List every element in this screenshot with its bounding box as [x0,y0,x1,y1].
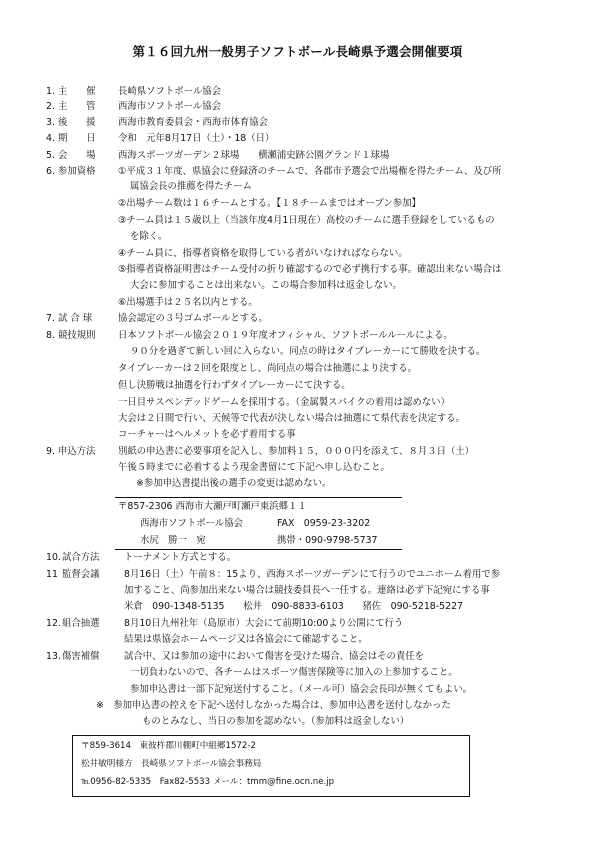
section-4-label: 期 日 [58,133,96,144]
section-11-line: 8月16日（土）午前８：15より、西海スポーツガーデンにて行うのでユニホーム着用で参 [124,569,501,580]
section-2-label: 主 管 [58,101,96,112]
address-recipient: 水尻 勝一 宛 [140,535,206,546]
section-6-label: 参加資格 [58,166,96,177]
contact-footer-box [72,735,470,797]
section-1-number: 1. [46,86,55,97]
section-4-number: 4. [46,133,55,144]
section-11-line: 加すること、尚参加出来ない場合は競技委員長へ一任する。連絡は必ず下記宛にする事 [124,585,490,596]
section-2-number: 2. [46,101,55,112]
section-7-label: 試 合 球 [58,313,93,324]
section-5-text: 西海スポーツガーデン２球場 横瀬浦史跡公園グランド１球場 [118,150,390,161]
section-10-text: トーナメント方式とする。 [124,552,237,563]
section-5-label: 会 場 [58,150,96,161]
footer-office: 松井敏明様方 長崎県ソフトボール協会事務局 [81,759,262,769]
section-3-text: 西海市教育委員会・西海市体育協会 [118,117,269,128]
footer-contact: ℡0956-82-5335 Fax82-5533 メール：tmm@fine.ocn.ne.jp [81,777,335,787]
section-6-line: 大会に参加することは出来ない。この場合参加料は返金しない。 [130,280,402,291]
section-13-number: 13. [46,651,61,662]
note-line: ※ 参加申込書の控えを下記へ送付しなかった場合は、参加申込書を送付しなかった [96,700,451,711]
section-6-line: ⑥出場選手は２５名以内とする。 [118,297,258,308]
section-3-label: 後 援 [58,117,96,128]
section-4-text: 令和 元年8月17日（土）・18（日） [118,133,275,144]
section-8-line: 一日目サスペンデッドゲームを採用する。（金属製スパイクの着用は認めない） [118,397,450,408]
section-9-line: ※参加申込書提出後の選手の変更は認めない。 [136,478,332,489]
footer-address: 〒859-3614 東彼杵郡川棚町中組郷1572-2 [81,741,256,751]
document-title: 第１６回九州一般男子ソフトボール長崎県予選会開催要項 [132,44,463,59]
note-line: ものとみなし、当日の参加を認めない。（参加料は返金しない） [142,716,410,727]
address-org: 西海市ソフトボール協会 [140,518,243,529]
section-8-number: 8. [46,330,55,341]
section-13-label: 傷害補償 [62,651,100,662]
section-11-label: 監督会議 [62,569,100,580]
section-13-line: 一切負わないので、各チームはスポーツ傷害保険等に加入の上参加すること。 [130,667,458,678]
section-5-number: 5. [46,150,55,161]
section-9-line: 午後５時までに必着するよう現金書留にて下記へ申し込むこと。 [118,462,390,473]
section-9-number: 9. [46,446,55,457]
section-1-text: 長崎県ソフトボール協会 [118,86,221,97]
section-3-number: 3. [46,117,55,128]
section-11-line: 米倉 090-1348-5135 松井 090-8833-6103 猪佐 090-5218-5227 [124,601,464,612]
section-1-label: 主 催 [58,86,96,97]
address-line: 〒857-2306 西海市大瀬戸町瀬戸東浜郷１１ [118,501,307,512]
section-8-line: 大会は２日間で行い、天候等で代表が決しない場合は抽選にて県代表を決定する。 [118,413,465,424]
section-6-line: ⑤指導者資格証明書はチーム受付の折り確認するので必ず携行する事。確認出来ない場合は [118,264,502,275]
section-12-label: 組合抽選 [62,618,100,629]
section-6-line: 属協会長の推薦を得たチーム [130,181,252,192]
section-8-line: コーチャーはヘルメットを必ず着用する事 [118,429,296,440]
section-12-line: 8月10日九州社年（島原市）大会にて前期10:00より公開にて行う [124,618,404,629]
section-9-label: 申込方法 [58,446,96,457]
address-fax: FAX 0959-23-3202 [277,518,371,529]
section-8-line: 但し決勝戦は抽選を行わずタイブレーカーにて決する。 [118,380,351,391]
section-6-line: ③チーム員は１５歳以上（当該年度4月1日現在）高校のチームに選手登録をしているもの [118,215,495,226]
section-7-number: 7. [46,313,55,324]
section-6-line: を除く。 [130,231,168,242]
section-6-number: 6. [46,166,55,177]
section-12-line: 結果は県協会ホームページ又は各協会にて確認すること。 [124,634,368,645]
section-2-text: 西海市ソフトボール協会 [118,101,221,112]
section-13-line: 試合中、又は参加の途中において傷害を受けた場合、協会はその責任を [124,651,425,662]
section-7-text: 協会認定の３号ゴムボールとする。 [118,313,268,324]
section-6-line: ①平成３１年度、県協会に登録済のチームで、各郡市予選会で出場権を得たチーム、及び所 [118,166,502,177]
section-10-label: 試合方法 [62,552,100,563]
section-8-label: 競技規則 [58,330,96,341]
section-13-line: 参加申込書は一部下記宛送付すること。（メール可）協会会長印が無くてもよい。 [130,684,472,695]
section-11-number: 11 [46,569,58,580]
section-12-number: 12. [46,618,61,629]
section-8-line: ９０分を過ぎて新しい回に入らない。同点の時はタイブレーカーにて勝敗を決する。 [130,346,486,357]
section-6-line: ②出場チーム数は１６チームとする。【１８チームまではオープン参加】 [118,198,421,209]
section-8-line: タイブレーカーは２回を限度とし、尚同点の場合は抽選により決する。 [118,363,417,374]
section-8-line: 日本ソフトボール協会２０１９年度オフィシャル、ソフトボールルールによる。 [118,330,453,341]
section-6-line: ④チーム員に、指導者資格を取得している者がいなければならない。 [118,248,408,259]
section-9-line: 別紙の申込書に必要事項を記入し、参加料１５，０００円を添えて、８月３日（土） [118,446,475,457]
address-box [115,497,402,550]
address-mobile: 携帯・090-9798-5737 [277,535,378,546]
section-10-number: 10. [46,552,61,563]
